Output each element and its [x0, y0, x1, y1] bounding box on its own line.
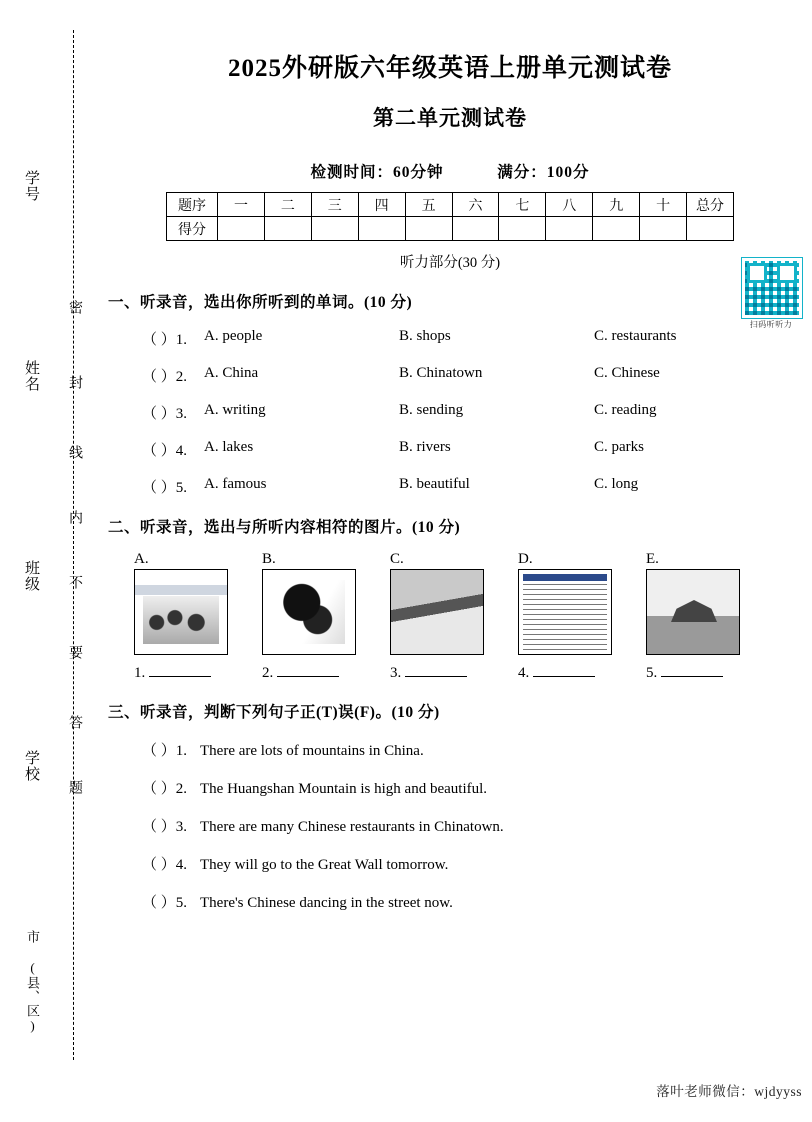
great-wall-image	[390, 569, 484, 655]
score-col-6: 六	[452, 193, 499, 217]
option-c[interactable]: C. reading	[594, 402, 657, 418]
qr-code-icon[interactable]	[742, 258, 802, 318]
page-title: 2025外研版六年级英语上册单元测试卷	[227, 55, 672, 82]
score-col-4: 四	[358, 193, 405, 217]
question-number[interactable]: （ ）5.	[142, 895, 188, 911]
score-col-3: 三	[311, 193, 358, 217]
question-row	[100, 739, 800, 760]
blank-number: 2.	[262, 665, 274, 681]
question-row	[100, 328, 800, 349]
picture-strip	[100, 551, 800, 655]
question-row	[100, 402, 800, 423]
score-cell-4[interactable]	[358, 217, 405, 241]
blank-line[interactable]	[149, 676, 211, 677]
option-c[interactable]: C. long	[594, 476, 639, 492]
seal-mid-mi: 密	[67, 300, 82, 314]
answer-blank-item	[646, 665, 756, 682]
option-b[interactable]: B. beautiful	[399, 476, 470, 492]
seal-mid-ti: 题	[67, 780, 82, 794]
classroom-scene-image	[134, 569, 228, 655]
score-col-total: 总分	[687, 193, 734, 217]
seal-label-xuehao: 学号	[23, 170, 39, 202]
option-b[interactable]: B. sending	[399, 402, 464, 418]
question-row	[100, 365, 800, 386]
score-cell-3[interactable]	[311, 217, 358, 241]
seal-label-banji: 班级	[23, 560, 39, 592]
question-text: There are many Chinese restaurants in Chinatown.	[200, 819, 504, 835]
question-number[interactable]: （ ）4.	[142, 443, 188, 459]
option-a[interactable]: A. famous	[204, 476, 267, 492]
page-subtitle: 第二单元测试卷	[373, 106, 527, 130]
score-row-label-1: 题序	[167, 193, 218, 217]
picture-label-b: B.	[262, 551, 276, 567]
question-number[interactable]: （ ）1.	[142, 332, 188, 348]
picture-item	[646, 551, 756, 655]
score-col-8: 八	[546, 193, 593, 217]
picture-label-e: E.	[646, 551, 659, 567]
blank-number: 1.	[134, 665, 146, 681]
picture-label-d: D.	[518, 551, 533, 567]
listening-part-band: 听力部分(30 分)	[399, 255, 501, 271]
question-text: The Huangshan Mountain is high and beautiful.	[200, 781, 488, 797]
option-b[interactable]: B. Chinatown	[399, 365, 483, 381]
score-col-1: 一	[218, 193, 265, 217]
question-row	[100, 891, 800, 912]
question-row	[100, 815, 800, 836]
score-cell-2[interactable]	[264, 217, 311, 241]
seal-label-xuexiao: 学校	[23, 750, 39, 782]
section-1-heading: 一、听录音，选出你所听到的单词。(10 分)	[108, 294, 413, 311]
picture-item	[518, 551, 628, 655]
question-row	[100, 777, 800, 798]
blank-number: 3.	[390, 665, 402, 681]
option-a[interactable]: A. lakes	[204, 439, 254, 455]
score-table	[166, 192, 734, 241]
table-row	[167, 193, 734, 217]
answer-blank-item	[390, 665, 500, 682]
score-cell-1[interactable]	[218, 217, 265, 241]
question-text: There's Chinese dancing in the street now.	[200, 895, 453, 911]
lion-dance-image	[262, 569, 356, 655]
score-col-7: 七	[499, 193, 546, 217]
score-cell-6[interactable]	[452, 217, 499, 241]
seal-dashed-line	[73, 30, 75, 1060]
seal-mid-xian: 线	[67, 445, 82, 459]
picture-label-c: C.	[390, 551, 404, 567]
seal-mid-feng: 封	[67, 375, 82, 389]
option-a[interactable]: A. people	[204, 328, 263, 344]
seal-label-xingming: 姓名	[23, 360, 39, 392]
question-number[interactable]: （ ）3.	[142, 819, 188, 835]
answer-blank-item	[518, 665, 628, 682]
option-a[interactable]: A. China	[204, 365, 259, 381]
blank-line[interactable]	[533, 676, 595, 677]
option-c[interactable]: C. parks	[594, 439, 644, 455]
newspaper-image	[518, 569, 612, 655]
seal-label-shixianqu: 市 (县、区)	[25, 930, 40, 1034]
score-col-5: 五	[405, 193, 452, 217]
footer-watermark: 落叶老师微信：wjdyyss	[656, 1084, 802, 1099]
picture-label-a: A.	[134, 551, 149, 567]
blank-number: 5.	[646, 665, 658, 681]
score-cell-9[interactable]	[593, 217, 640, 241]
score-col-10: 十	[640, 193, 687, 217]
blank-line[interactable]	[661, 676, 723, 677]
question-text: They will go to the Great Wall tomorrow.	[200, 857, 449, 873]
section-2-heading: 二、听录音，选出与所听内容相符的图片。(10 分)	[108, 519, 461, 536]
option-c[interactable]: C. restaurants	[594, 328, 677, 344]
seal-mid-da: 答	[67, 715, 82, 729]
seal-mid-yao: 要	[67, 645, 82, 659]
option-a[interactable]: A. writing	[204, 402, 266, 418]
section-3-heading: 三、听录音，判断下列句子正(T)误(F)。(10 分)	[108, 704, 440, 721]
question-number[interactable]: （ ）2.	[142, 781, 188, 797]
exam-page	[100, 0, 800, 1122]
question-number[interactable]: （ ）4.	[142, 857, 188, 873]
seal-strip	[18, 30, 88, 1060]
question-number[interactable]: （ ）1.	[142, 743, 188, 759]
picture-item	[134, 551, 244, 655]
score-row-label-2: 得分	[167, 217, 218, 241]
score-col-9: 九	[593, 193, 640, 217]
qr-code-block[interactable]	[742, 258, 800, 330]
blank-line[interactable]	[277, 676, 339, 677]
answer-blank-item	[262, 665, 372, 682]
question-number[interactable]: （ ）5.	[142, 480, 188, 496]
question-row	[100, 476, 800, 497]
picture-item	[390, 551, 500, 655]
option-b[interactable]: B. rivers	[399, 439, 451, 455]
option-c[interactable]: C. Chinese	[594, 365, 660, 381]
question-row	[100, 853, 800, 874]
picture-item	[262, 551, 372, 655]
exam-time: 检测时间：60分钟	[310, 164, 444, 181]
score-col-2: 二	[264, 193, 311, 217]
question-row	[100, 439, 800, 460]
answer-blank-item	[134, 665, 244, 682]
seal-mid-nei: 内	[67, 510, 82, 524]
score-cell-5[interactable]	[405, 217, 452, 241]
qr-caption: 扫码听听力	[749, 320, 793, 329]
question-text: There are lots of mountains in China.	[200, 743, 424, 759]
question-number[interactable]: （ ）2.	[142, 369, 188, 385]
seal-mid-bu: 不	[67, 575, 82, 589]
option-b[interactable]: B. shops	[399, 328, 451, 344]
score-cell-10[interactable]	[640, 217, 687, 241]
lake-pavilion-image	[646, 569, 740, 655]
score-cell-8[interactable]	[546, 217, 593, 241]
blank-line[interactable]	[405, 676, 467, 677]
score-cell-total[interactable]	[687, 217, 734, 241]
score-cell-7[interactable]	[499, 217, 546, 241]
exam-info	[100, 160, 800, 182]
blank-number: 4.	[518, 665, 530, 681]
question-number[interactable]: （ ）3.	[142, 406, 188, 422]
picture-answer-blanks	[100, 665, 800, 682]
exam-total: 满分：100分	[497, 164, 590, 181]
table-row	[167, 217, 734, 241]
